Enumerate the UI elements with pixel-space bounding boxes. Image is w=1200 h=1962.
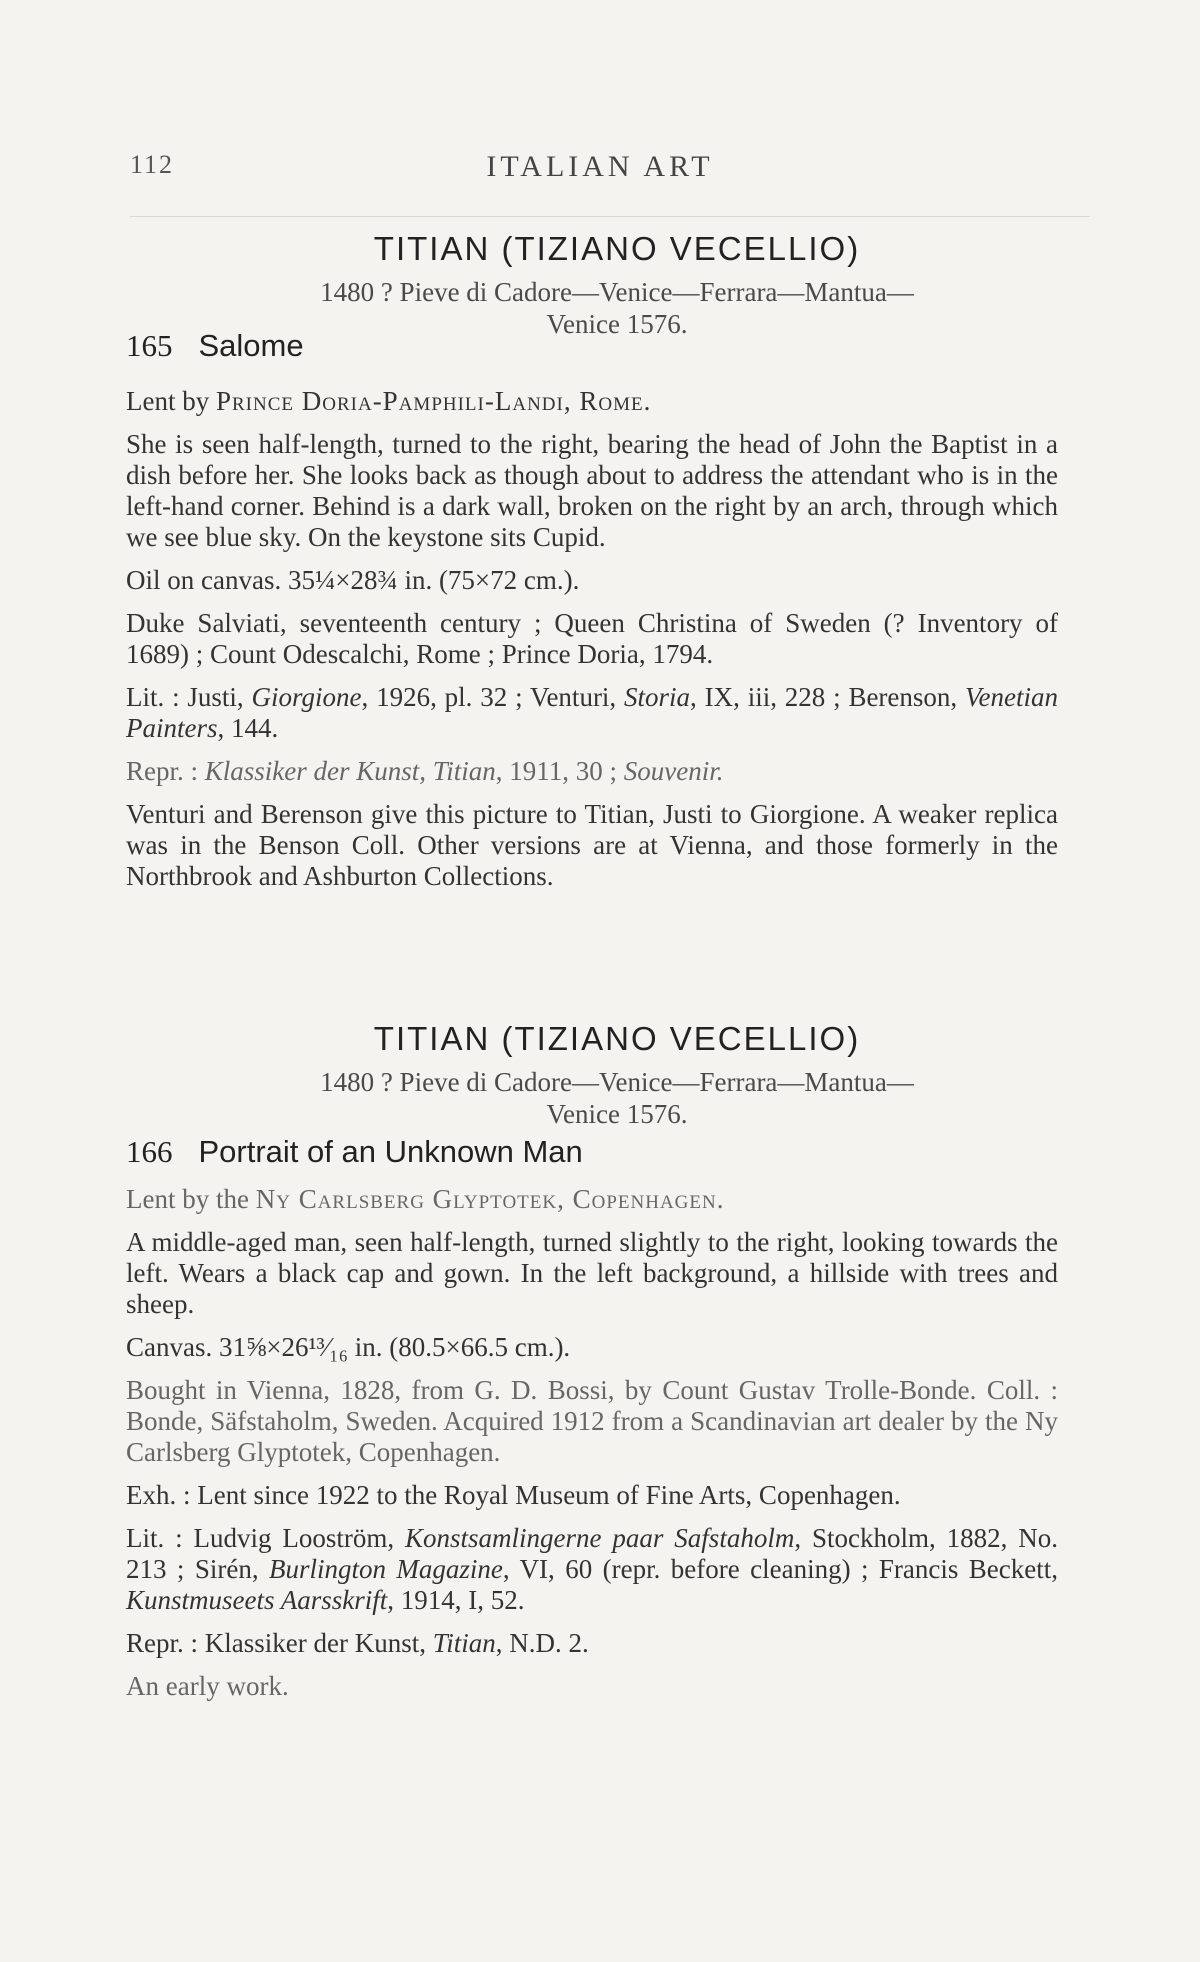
lent-prefix: Lent by — [126, 386, 216, 416]
lit-title: Venetian Painters — [126, 682, 1058, 743]
repr-title: Souvenir. — [623, 756, 724, 786]
entry-title: Portrait of an Unknown Man — [198, 1134, 583, 1169]
lit-text: Lit. : Justi, — [126, 682, 252, 712]
lent-prefix: Lent by the — [126, 1184, 256, 1214]
attribution-note: An early work. — [126, 1671, 289, 1701]
reproductions — [126, 1628, 1058, 1659]
repr-text: Repr. : Klassiker der Kunst, — [126, 1628, 433, 1658]
lender-name: Ny Carlsberg Glyptotek, Copenhagen. — [255, 1184, 725, 1214]
dates-line-2: Venice 1576. — [546, 309, 688, 339]
dates-line-2: Venice 1576. — [546, 1099, 688, 1129]
entry-number: 165 — [126, 328, 173, 363]
lender-name: Prince Doria-Pamphili-Landi, Rome. — [215, 386, 652, 416]
repr-title: Titian — [432, 1628, 496, 1658]
attribution-note: Venturi and Berenson give this picture to Titian, Justi to Giorgione. A weaker replica was in the Benson Coll. Other versions are at Vienna, and those formerly in the Northbrook and Ashburton Collections. — [126, 799, 1058, 891]
repr-text: Repr. : — [126, 756, 205, 786]
provenance: Bought in Vienna, 1828, from G. D. Bossi, by Count Gustav Trolle-Bonde. Coll. : Bonde, Säfstaholm, Sweden. Acquired 1912 from a Scandinavian art dealer by the Ny Carlsberg Glyptotek, Copenhagen. — [126, 1375, 1058, 1467]
catalogue-entry-165 — [126, 230, 1058, 892]
lender-line — [126, 386, 1058, 417]
medium-dimensions: Canvas. 31⅝×26¹³⁄₁₆ in. (80.5×66.5 cm.). — [126, 1332, 571, 1362]
running-title: ITALIAN ART — [486, 150, 714, 183]
exhibition: Exh. : Lent since 1922 to the Royal Museum of Fine Arts, Copenhagen. — [126, 1480, 901, 1510]
medium-dimensions: Oil on canvas. 35¼×28¾ in. (75×72 cm.). — [126, 565, 580, 595]
dates-line-1: 1480 ? Pieve di Cadore—Venice—Ferrara—Mantua— — [320, 1067, 914, 1097]
lit-title: Kunstmuseets Aarsskrift — [126, 1585, 388, 1615]
literature — [126, 1523, 1058, 1616]
entry-heading — [126, 1134, 1058, 1170]
entry-number: 166 — [126, 1134, 173, 1169]
artist-heading: TITIAN (TIZIANO VECELLIO) — [373, 230, 861, 267]
repr-text: , 1911, 30 ; — [495, 756, 624, 786]
lit-title: Giorgione — [251, 682, 362, 712]
description: A middle-aged man, seen half-length, turned slightly to the right, looking towards the left. Wears a black cap and gown. In the left background, a hillside with trees and sheep. — [126, 1227, 1058, 1319]
repr-text: , N.D. 2. — [495, 1628, 589, 1658]
literature — [126, 682, 1058, 744]
header-rule — [130, 216, 1090, 217]
running-head — [0, 150, 1200, 190]
lit-title: Konstsamlingerne paar Safstaholm — [405, 1523, 795, 1553]
reproductions — [126, 756, 1058, 787]
page-number: 112 — [130, 150, 175, 179]
lit-text: , 1914, I, 52. — [387, 1585, 525, 1615]
lit-title: Burlington Magazine — [268, 1554, 503, 1584]
dates-line-1: 1480 ? Pieve di Cadore—Venice—Ferrara—Mantua— — [320, 277, 914, 307]
catalogue-entry-166 — [126, 1020, 1058, 1702]
description: She is seen half-length, turned to the right, bearing the head of John the Baptist in a dish before her. She looks back as though about to address the attendant who is in the left-hand corner. Behind is a dark wall, broken on the right by an arch, through which we see blue sky. On the keystone sits Cupid. — [126, 429, 1058, 552]
lit-text: Lit. : Ludvig Looström, — [126, 1523, 406, 1553]
lit-text: , Stockholm, 1882, No. 213 ; Sirén, — [126, 1523, 1058, 1584]
provenance: Duke Salviati, seventeenth century ; Queen Christina of Sweden (? Inventory of 1689) ; Count Odescalchi, Rome ; Prince Doria, 1794. — [126, 608, 1058, 669]
lit-text: , 144. — [217, 713, 279, 743]
lit-text: , IX, iii, 228 ; Berenson, — [690, 682, 966, 712]
repr-title: Klassiker der Kunst, Titian — [204, 756, 496, 786]
lender-line — [126, 1184, 1058, 1215]
lit-text: , VI, 60 (repr. before cleaning) ; Francis Beckett, — [502, 1554, 1058, 1584]
lit-title: Storia — [624, 682, 691, 712]
lit-text: , 1926, pl. 32 ; Venturi, — [361, 682, 625, 712]
artist-heading: TITIAN (TIZIANO VECELLIO) — [373, 1020, 861, 1057]
entry-title: Salome — [198, 328, 304, 363]
artist-dates — [176, 1066, 1058, 1130]
